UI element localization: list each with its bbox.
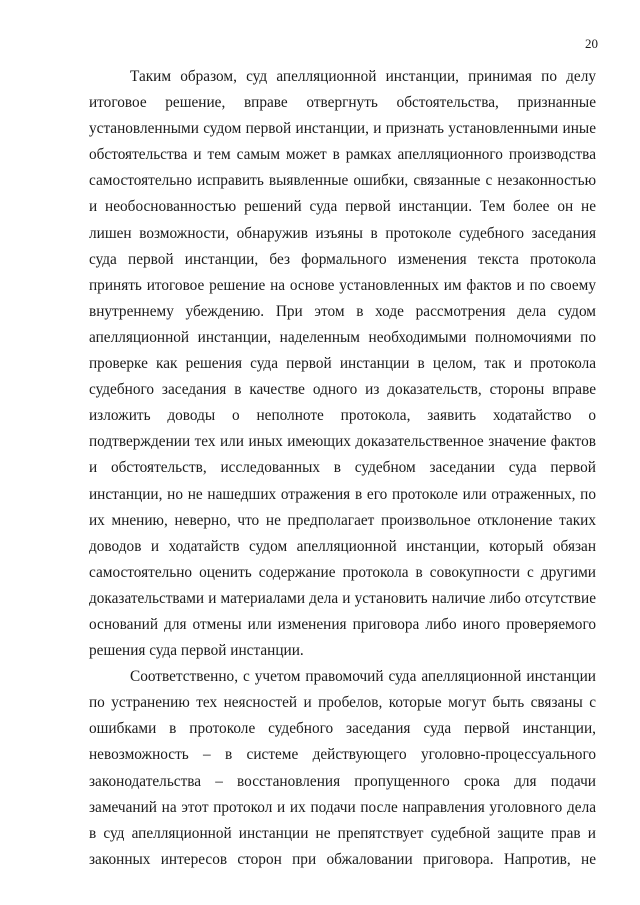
text-line: лишен возможности, обнаружив изъяны в протоколе судебного заседания	[89, 224, 596, 242]
text-line: их мнению, неверно, что не предполагает произвольное отклонение таких	[89, 511, 596, 529]
paragraph-2	[89, 664, 596, 873]
text-line: и необоснованностью решений суда первой инстанции. Тем более он не	[89, 198, 596, 216]
text-line: и обстоятельств, исследованных в судебном заседании суда первой	[89, 459, 596, 477]
page-number: 20	[585, 36, 598, 51]
text-line: Соответственно, с учетом правомочий суда апелляционной инстанции	[130, 668, 596, 686]
text-line: оснований для отмены или изменения приговора либо иного проверяемого	[89, 615, 596, 633]
text-line: подтверждении тех или иных имеющих доказательственное значение фактов	[89, 433, 596, 451]
text-line: ошибками в протоколе судебного заседания суда первой инстанции,	[89, 720, 596, 738]
text-line: обстоятельства и тем самым может в рамках апелляционного производства	[89, 146, 596, 164]
text-line: изложить доводы о неполноте протокола, заявить ходатайство о	[89, 407, 596, 425]
text-line: установленными судом первой инстанции, и признать установленными иные	[89, 120, 596, 138]
body-text	[89, 64, 596, 873]
text-line: законных интересов сторон при обжаловании приговора. Напротив, не	[89, 850, 596, 868]
text-line: замечаний на этот протокол и их подачи после направления уголовного дела	[89, 798, 596, 816]
text-line: в суд апелляционной инстанции не препятствует судебной защите прав и	[89, 824, 596, 842]
text-line: законодательства – восстановления пропущенного срока для подачи	[89, 772, 596, 790]
text-line: по устранению тех неясностей и пробелов, которые могут быть связаны с	[89, 694, 596, 712]
text-line: решения суда первой инстанции.	[89, 642, 304, 660]
text-line: доказательствами и материалами дела и установить наличие либо отсутствие	[89, 589, 596, 607]
text-line: итоговое решение, вправе отвергнуть обстоятельства, признанные	[89, 94, 596, 112]
text-line: суда первой инстанции, без формального изменения текста протокола	[89, 250, 596, 268]
text-line: доводов и ходатайств судом апелляционной инстанции, который обязан	[89, 537, 596, 555]
text-line: самостоятельно оценить содержание протокола в совокупности с другими	[89, 563, 596, 581]
text-line: невозможность – в системе действующего уголовно-процессуального	[89, 746, 596, 764]
text-line: самостоятельно исправить выявленные ошибки, связанные с незаконностью	[89, 172, 596, 190]
text-line: проверке как решения суда первой инстанции в целом, так и протокола	[89, 355, 596, 373]
text-line: внутреннему убеждению. При этом в ходе рассмотрения дела судом	[89, 302, 596, 320]
paragraph-1	[89, 64, 596, 664]
text-line: апелляционной инстанции, наделенным необходимыми полномочиями по	[89, 328, 596, 346]
text-line: Таким образом, суд апелляционной инстанции, принимая по делу	[130, 68, 596, 85]
text-line: судебного заседания в качестве одного из доказательств, стороны вправе	[89, 381, 596, 399]
text-line: принять итоговое решение на основе установленных им фактов и по своему	[89, 276, 596, 294]
text-line: инстанции, но не нашедших отражения в его протоколе или отраженных, по	[89, 485, 596, 503]
